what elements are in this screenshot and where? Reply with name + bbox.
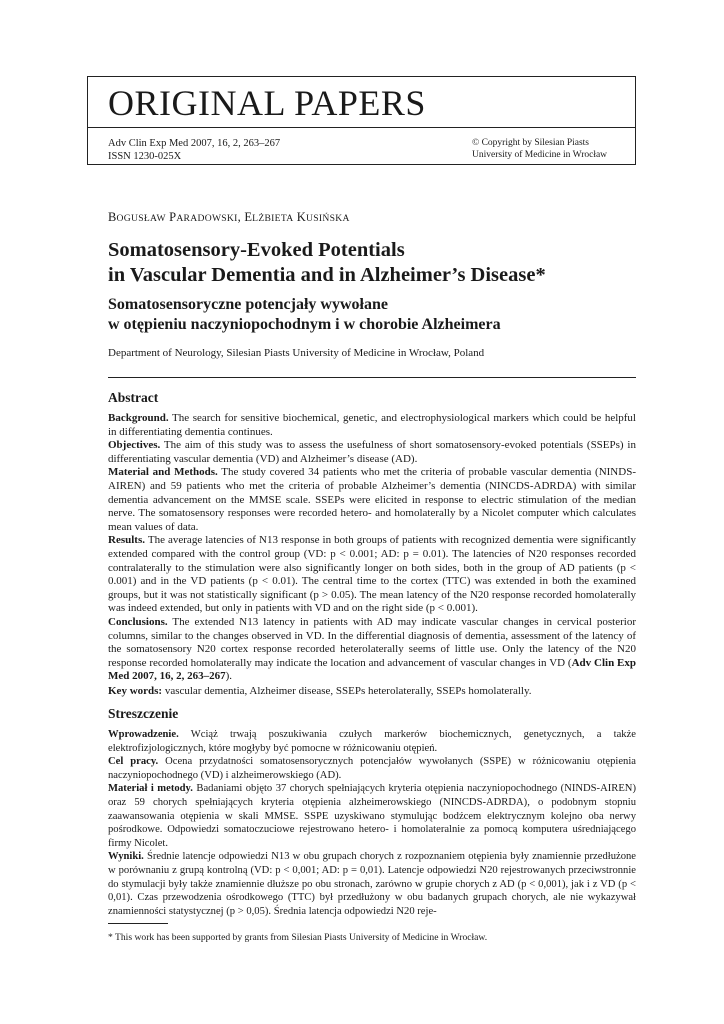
author-list: BOGUSŁAW PARADOWSKI, ELŻBIETA KUSIŃSKA xyxy=(108,210,350,224)
footnote-rule xyxy=(108,923,168,924)
journal-meta-box xyxy=(87,127,636,165)
journal-reference: Adv Clin Exp Med 2007, 16, 2, 263–267 xyxy=(108,138,281,149)
stresz-wprowadzenie: Wprowadzenie. Wciąż trwają poszukiwania czułych markerów biochemicznych, genetycznych, a także elektrofizjologicznych, które mogłyby być pomocne w różnicowaniu otępień. xyxy=(108,729,636,754)
affiliation: Department of Neurology, Silesian Piasts University of Medicine in Wrocław, Poland xyxy=(108,347,485,359)
key-words: Key words: vascular dementia, Alzheimer disease, SSEPs heterolaterally, SSEPs homolaterally. xyxy=(108,685,532,697)
abstract-background: Background. The search for sensitive biochemical, genetic, and electrophysiological markers which could be helpful in differentiating dementia continues. xyxy=(108,412,636,438)
section-title: ORIGINAL PAPERS xyxy=(108,83,426,123)
abstract-objectives: Objectives. The aim of this study was to assess the usefulness of short somatosensory-evoked potentials (SSEPs) in differentiating vascular dementia (VD) and Alzheimer’s disease (AD). xyxy=(108,439,636,465)
article-subtitle-polish: Somatosensoryczne potencjały wywołane w otępieniu naczyniopochodnym i w chorobie Alzheimera xyxy=(108,296,501,333)
abstract-conclusions: Conclusions. The extended N13 latency in patients with AD may indicate vascular changes in cervical posterior columns, similar to the changes observed in VD. In the differential diagnosis of dementia, assessment of the latency of the somatosensory N20 cortex response recorded heterolaterally seems of little use. Only the latency of the N20 response recorded homolaterally may indicate the location and advancement of vascular changes in VD (Adv Clin Exp Med 2007, 16, 2, 263–267). xyxy=(108,615,636,683)
stresz-material: Materiał i metody. Badaniami objęto 37 chorych spełniających kryteria otępienia naczyniopochodnego (NINDS-AIREN) oraz 59 chorych spełniających kryteria otępienia alzheimerowskiego (NINCDS-ADRDA), o podobnym stopniu zaawansowania otępienia w skali MMSE. SSPE uzyskiwano stymulując bodźcem elektrycznym kolejno oba nerwy pośrodkowe. Odpowiedzi somatoczuciowe rejestrowano hetero- i homolateralnie za pomocą komputera uśredniającego firmy Nicolet. xyxy=(108,783,636,849)
footnote: * This work has been supported by grants from Silesian Piasts University of Medicine in Wrocław. xyxy=(108,932,488,943)
abstract-body xyxy=(108,412,636,684)
stresz-wyniki: Wyniki. Średnie latencje odpowiedzi N13 w obu grupach chorych z rozpoznaniem otępienia były znamiennie przedłużone w porównaniu z grupą kontrolną (VD: p < 0,001; AD: p = 0,01). Latencje odpowiedzi N20 rejestrowanych przeciwstronnie do stymulacji były także znamiennie dłuższe po obu stronach, zarówno w grupie chorych z AD (p < 0,001), jak i z VD (p < 0,01). Czas przewodzenia ośrodkowego (TTC) był przedłużony w obu badanych grupach chorych, ale nie wykazywał znamienności statystycznej (p > 0,05). Średnia latencja odpowiedzi N20 reje- xyxy=(108,851,636,917)
streszczenie-heading: Streszczenie xyxy=(108,706,179,721)
copyright-line-2: University of Medicine in Wrocław xyxy=(472,149,608,160)
abstract-results: Results. The average latencies of N13 response in both groups of patients with recognized dementia were significantly extended compared with the control group (VD: p < 0.001; AD: p = 0.01). The latencies of N20 responses recorded contralaterally to the stimulation were also significantly longer on both sides, both in the group of AD patients (p < 0.001) and in the VD patients (p < 0.01). The central time to the cortex (TTC) was extended in both the examined groups, but it was not statistically significant (p > 0.05). The mean latency of the N20 response recorded homolaterally was indeed extended, but only in patients with VD and on the right side (p < 0.001). xyxy=(108,534,636,615)
issn: ISSN 1230-025X xyxy=(108,151,182,162)
abstract-methods: Material and Methods. The study covered 34 patients who met the criteria of probable vascular dementia (NINDS-AIREN) and 59 patients who met the criteria of probable Alzheimer’s dementia (NINCDS-ADRDA) with similar dementia advancement on the MMSE scale. SSEPs were elicited in response to electric stimulation of the median nerve. The somatosensory responses were recorded hetero- and homolaterally by a Nicolet computer which calculates mean values of data. xyxy=(108,466,636,533)
divider xyxy=(108,377,636,378)
article-title: Somatosensory-Evoked Potentials in Vascular Dementia and in Alzheimer’s Disease* xyxy=(108,239,546,286)
journal-info xyxy=(108,137,280,163)
section-header-box xyxy=(87,76,636,128)
streszczenie-body xyxy=(108,728,636,918)
copyright-info xyxy=(472,138,607,161)
abstract-heading: Abstract xyxy=(108,390,159,405)
stresz-cel: Cel pracy. Ocena przydatności somatosensorycznych potencjałów wywołanych (SSPE) w różnicowaniu otępienia naczyniopochodnego (VD) i alzheimerowskiego (AD). xyxy=(108,756,636,781)
copyright-line-1: © Copyright by Silesian Piasts xyxy=(472,138,590,148)
